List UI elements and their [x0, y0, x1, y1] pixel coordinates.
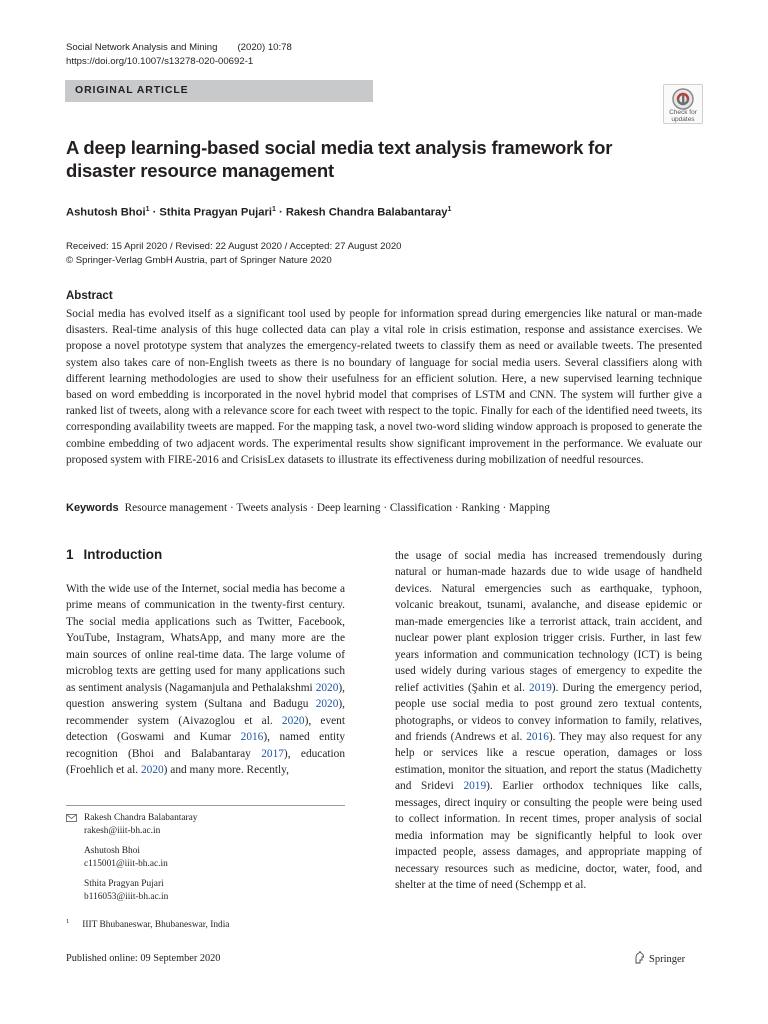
journal-name: Social Network Analysis and Mining [66, 42, 218, 53]
keywords-list: Resource management · Tweets analysis · Deep learning · Classification · Ranking · Mapping [124, 502, 550, 514]
publisher-logo [634, 951, 685, 965]
copyright-notice: © Springer-Verlag GmbH Austria, part of Springer Nature 2020 [66, 255, 332, 266]
body-text: With the wide use of the Internet, social media has become a prime means of communication in the twenty-first century. The social media applications such as Twitter, Facebook, YouTube, Instagram, WhatsApp, and many more are the main sources of online real-time data. The large volume of microblog texts are getting used for many applications such as sentiment analysis (Nagamanjula and Pethalakshmi [66, 583, 345, 694]
affiliation-note [66, 915, 229, 932]
intro-paragraph-left [66, 581, 345, 778]
citation-link[interactable]: 2020 [140, 763, 164, 776]
section-heading [66, 547, 162, 562]
contact-name: Rakesh Chandra Balabantaray [84, 813, 198, 823]
springer-horse-icon [634, 951, 645, 964]
contact-entry [84, 845, 346, 871]
abstract-text: Social media has evolved itself as a significant tool used by people for information spread during emergencies like natural or man-made disasters. Real-time analysis of this huge collected data can play a vital role in crisis estimation, response and assistance exercises. We propose a novel prototype system that analyzes the emergency-related tweets to classify them as need or available tweets. The presented system also takes care of non-English tweets as there is no boundary of language for social media users. Several classifiers along with different learning methodologies are used to show their usefulness for an efficient solution. Here, a new supervised learning technique based on word embedding is incorporated in the novel hybrid model that comprises of LSTM and CNN. The system will further give a ranked list of tweets, along with a relevance score for each tweet with respect to the topic. Finally for each of the identified need tweets, its corresponding availability tweets are mapped. For the mapping task, a novel two-word sliding window approach is proposed to generate the combine embedding of two adjacent words. The experimental results show significant improvement in the performance. We evaluate our proposed system with FIRE-2016 and CrisisLex datasets to illustrate its effectiveness during mobilization of needful resources. [66, 308, 702, 466]
check-for-updates-button[interactable] [663, 84, 703, 124]
citation-link[interactable]: 2020 [315, 698, 339, 711]
crossmark-line-1: Check for [669, 109, 697, 116]
body-text: ), event detection (Goswami and Kumar [66, 714, 345, 744]
citation-link[interactable]: 2019 [463, 780, 487, 793]
section-title: Introduction [83, 547, 163, 562]
article-type-label: ORIGINAL ARTICLE [75, 84, 189, 96]
citation-link[interactable]: 2019 [529, 681, 552, 694]
body-text: ), named entity recognition (Bhoi and Balabantaray [66, 731, 345, 760]
contact-email[interactable]: rakesh@iiit-bh.ac.in [84, 826, 161, 836]
crossmark-label [664, 109, 702, 123]
abstract-heading: Abstract [66, 290, 113, 302]
body-text: ). They may also request for any help or services like a rescue operation, damages or loss estimation, monitor the situation, and report the status (Madichetty and Sridevi [395, 730, 702, 793]
article-title: A deep learning-based social media text analysis framework for disaster resource management [66, 137, 613, 181]
citation-link[interactable]: 2016 [526, 730, 549, 743]
section-number: 1 [66, 547, 74, 562]
author-list [66, 202, 451, 221]
envelope-icon [66, 814, 77, 822]
publisher-name: Springer [649, 954, 686, 965]
corresponding-authors [66, 812, 346, 911]
body-text: ), education (Froehlich et al. [66, 747, 346, 776]
intro-paragraph-right [395, 548, 702, 894]
citation-link[interactable]: 2020 [281, 714, 305, 727]
contact-name: Sthita Pragyan Pujari [84, 879, 164, 889]
published-date: Published online: 09 September 2020 [66, 953, 221, 964]
keywords-line [66, 500, 702, 516]
contact-entry [84, 812, 346, 838]
journal-issue: (2020) 10:78 [237, 42, 292, 53]
author-separator: · [275, 206, 286, 219]
article-dates: Received: 15 April 2020 / Revised: 22 August 2020 / Accepted: 27 August 2020 [66, 241, 402, 252]
author-name[interactable]: Rakesh Chandra Balabantaray [285, 206, 448, 219]
author-separator: · [149, 206, 160, 219]
crossmark-line-2: updates [671, 116, 695, 123]
body-text: the usage of social media has increased tremendously during natural or human-made hazards due to wide usage of handheld devices. Natural emergencies such as earthquake, typhoon, volcanic breakout, tsunami, avalanche, and disease epidemic or man-made emergencies like a terrorist attack, train accident, and nuclear power plant explosion trigger crisis. Further, in last few years information and communication technology (ICT) is being used widely during various stages of emergency to expedite the relief activities (Şahin et al. [395, 550, 702, 694]
citation-link[interactable]: 2020 [315, 681, 339, 694]
contact-email[interactable]: b116053@iiit-bh.ac.in [84, 892, 169, 902]
author-name[interactable]: Sthita Pragyan Pujari [159, 206, 272, 219]
contact-name: Ashutosh Bhoi [84, 846, 140, 856]
contact-entry [84, 878, 346, 904]
citation-link[interactable]: 2016 [240, 731, 264, 744]
article-type-badge [65, 80, 373, 102]
body-text: ). During the emergency period, people use social media to post ground zero textual contents, photographs, or videos to convey information to family, relatives, and friends (Andrews et al. [395, 681, 702, 743]
journal-line [66, 41, 292, 55]
footnote-divider [66, 805, 345, 806]
author-affiliation-mark: 1 [447, 206, 452, 213]
author-affiliation-mark: 1 [145, 206, 150, 213]
body-text: ). Earlier orthodox techniques like calls, messages, direct inquiry or consulting the people were being used to collect information. In recent times, proper analysis of social media information may be significantly helpful to look over impacted people, assess damages, and appropriate mapping of necessary resources such as medicine, doctor, water, food, and shelter at the time of need (Schempp et al. [395, 780, 702, 892]
body-text: ) and many more. Recently, [163, 763, 289, 776]
doi-link[interactable]: https://doi.org/10.1007/s13278-020-00692-1 [66, 56, 254, 67]
author-affiliation-mark: 1 [271, 206, 276, 213]
body-text: ), question answering system (Sultana and Badugu [66, 681, 345, 711]
citation-link[interactable]: 2017 [261, 747, 284, 760]
affiliation-mark: 1 [66, 918, 70, 925]
keywords-label: Keywords [66, 502, 119, 514]
contact-email[interactable]: c115001@iiit-bh.ac.in [84, 859, 168, 869]
author-name[interactable]: Ashutosh Bhoi [66, 206, 146, 219]
affiliation-text: IIIT Bhubaneswar, Bhubaneswar, India [82, 920, 230, 931]
crossmark-icon [672, 88, 694, 110]
body-text: ), recommender system (Aivazoglou et al. [66, 698, 345, 727]
